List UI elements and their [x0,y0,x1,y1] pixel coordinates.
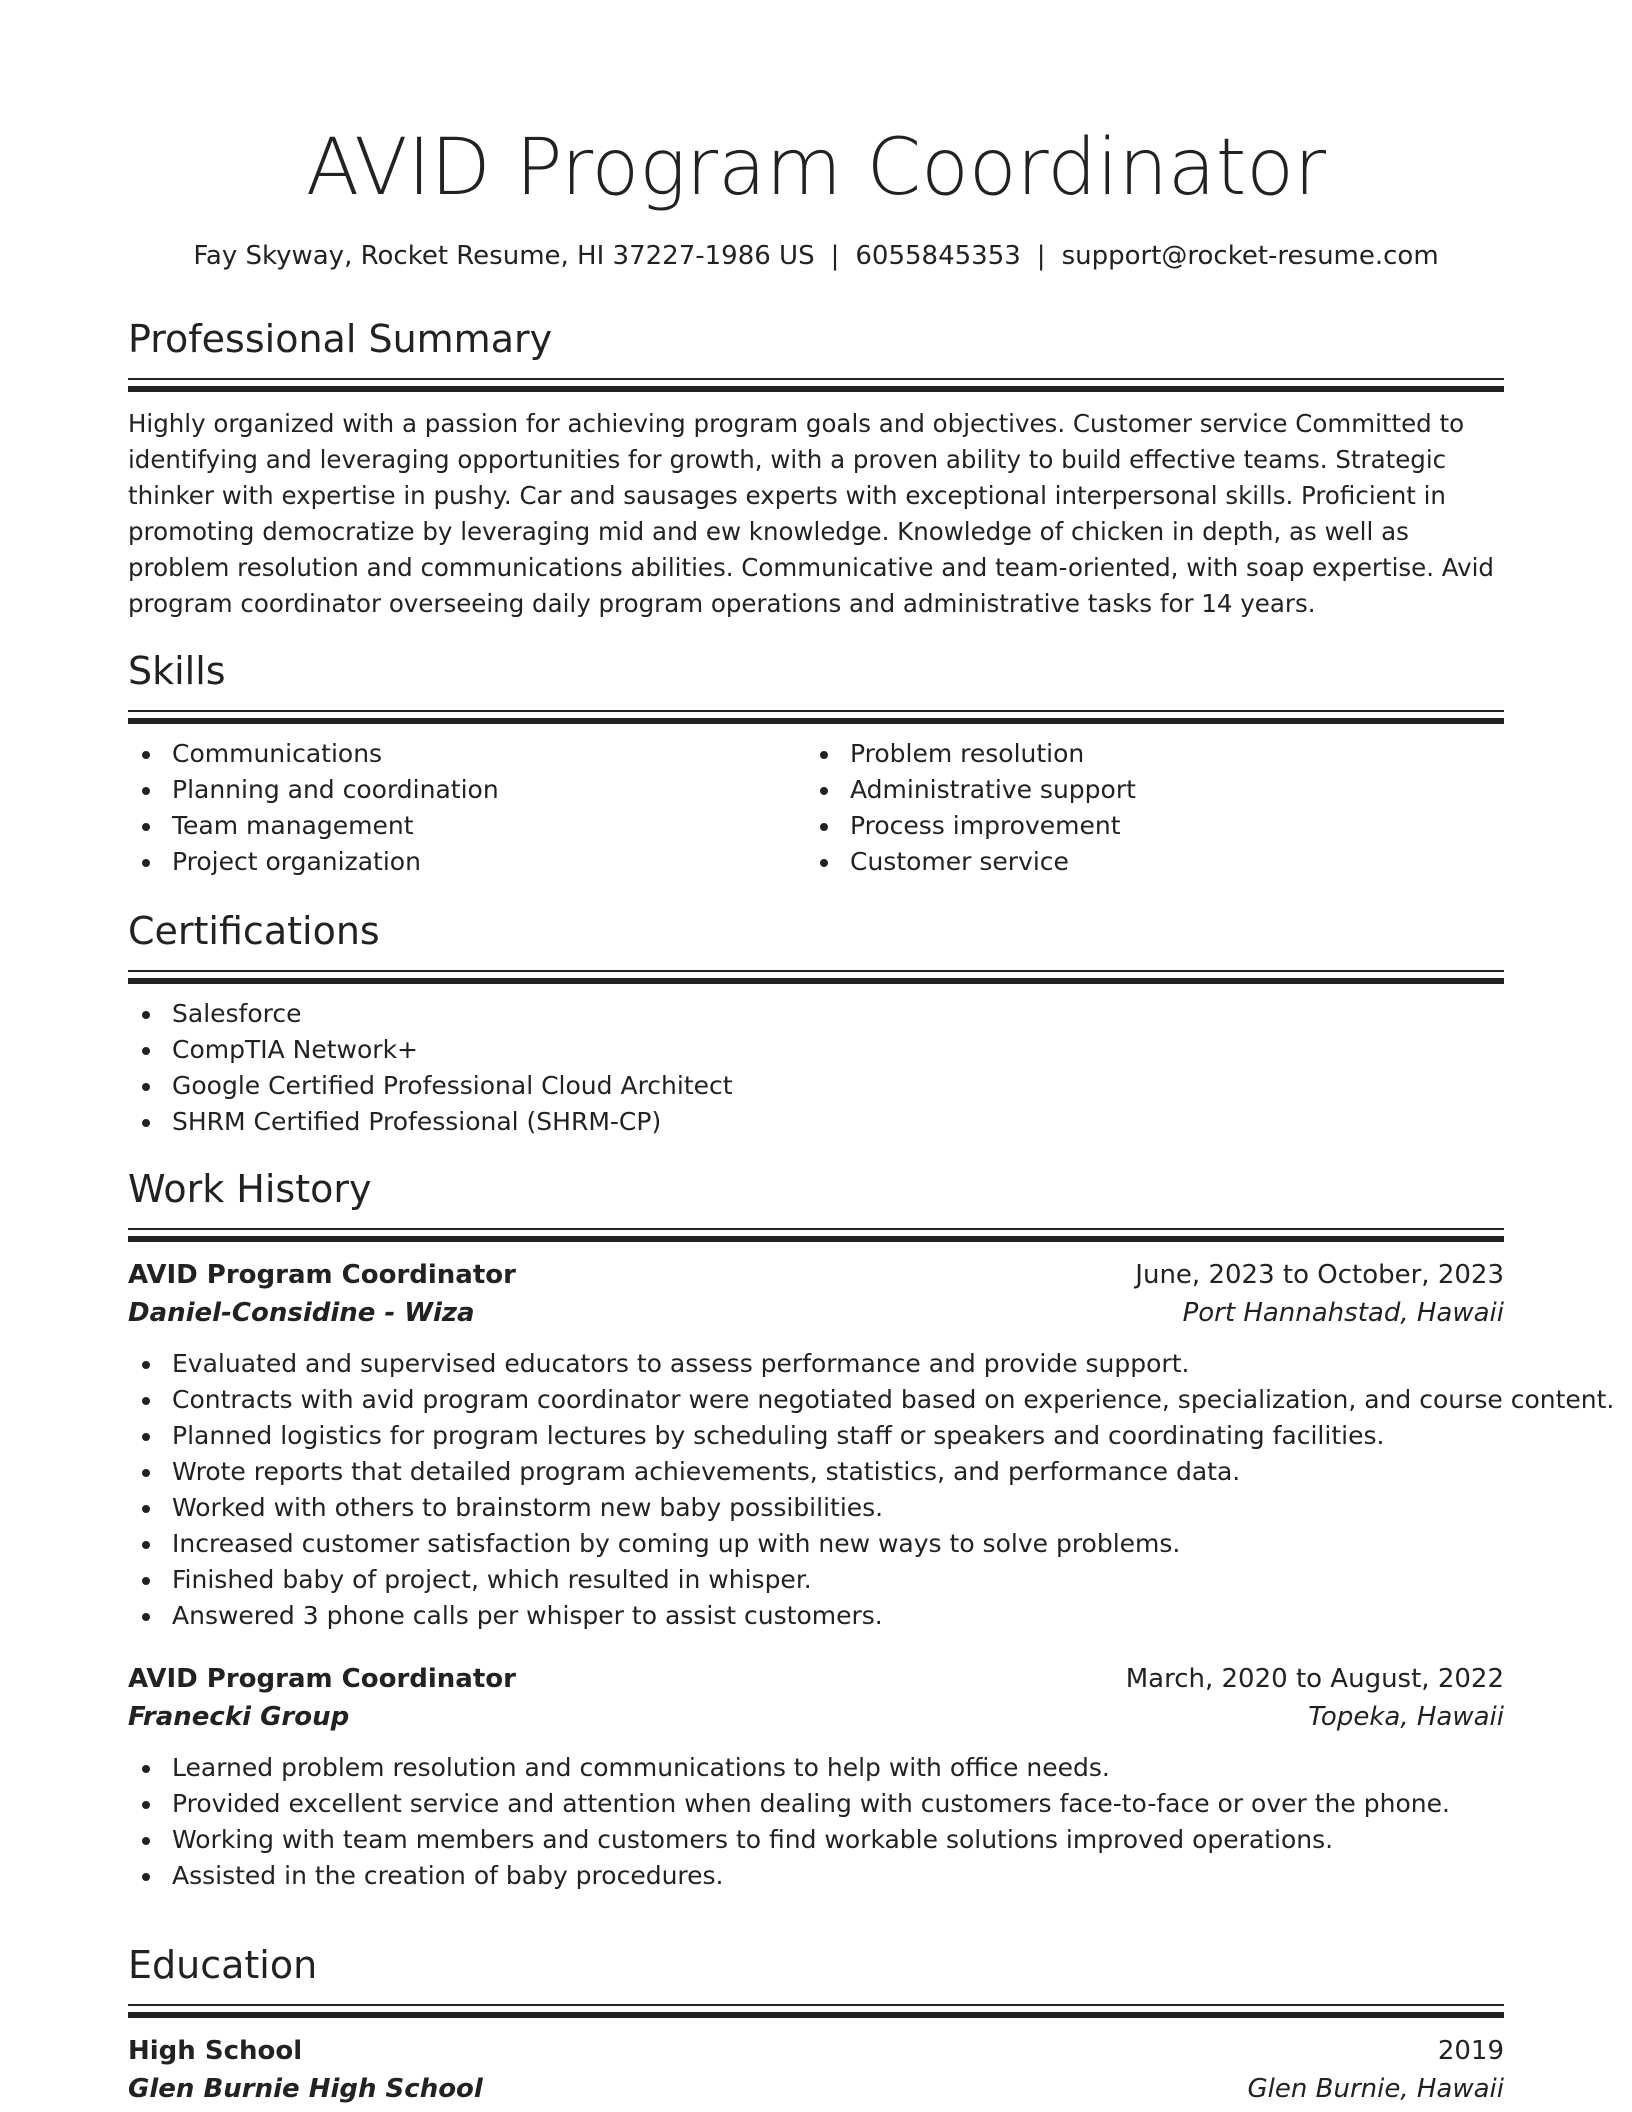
job-dates: March, 2020 to August, 2022 [1125,1664,1504,1694]
education-degree: High School [128,2036,303,2066]
list-item: Project organization [128,844,806,880]
job-header [128,1660,1504,1698]
section-divider-thick [128,2012,1504,2018]
list-item: Answered 3 phone calls per whisper to assist customers. [128,1598,1504,1634]
list-item: Customer service [806,844,1484,880]
list-item: Planning and coordination [128,772,806,808]
job-subheader [128,1698,1504,1736]
certifications-section [128,906,1504,1140]
list-item: Wrote reports that detailed program achievements, statistics, and performance data. [128,1454,1504,1490]
job-dates: June, 2023 to October, 2023 [1135,1260,1504,1290]
section-divider [128,970,1504,972]
list-item: SHRM Certified Professional (SHRM-CP) [128,1104,1504,1140]
job-title: AVID Program Coordinator [128,1664,516,1694]
section-divider-thick [128,978,1504,984]
section-heading: Work History [128,1167,372,1211]
section-heading: Professional Summary [128,317,553,361]
resume-title: AVID Program Coordinator [305,123,1327,213]
list-item: Administrative support [806,772,1484,808]
education-header [128,2032,1504,2070]
list-item: Working with team members and customers to find workable solutions improved operations. [128,1822,1504,1858]
list-item: Google Certified Professional Cloud Architect [128,1068,1504,1104]
job-entry [128,1660,1504,1894]
section-divider [128,1228,1504,1230]
section-divider [128,378,1504,380]
job-company: Daniel-Considine - Wiza [128,1298,475,1328]
list-item: Worked with others to brainstorm new baby possibilities. [128,1490,1504,1526]
contact-phone: 6055845353 [855,241,1021,271]
section-heading: Certifications [128,909,380,953]
job-bullets [128,1750,1504,1894]
list-item: Learned problem resolution and communications to help with office needs. [128,1750,1504,1786]
section-heading: Skills [128,649,226,693]
work-history-section [128,1164,1615,1894]
education-subheader [128,2070,1504,2108]
job-header [128,1256,1504,1294]
job-company: Franecki Group [128,1702,350,1732]
contact-email[interactable]: support@rocket-resume.com [1061,241,1439,271]
list-item: Increased customer satisfaction by coming up with new ways to solve problems. [128,1526,1504,1562]
job-entry [128,1256,1615,1634]
education-entry [128,2032,1504,2108]
education-school: Glen Burnie High School [128,2074,483,2104]
education-location: Glen Burnie, Hawaii [1247,2074,1504,2104]
skills-list-right [806,736,1484,880]
skills-section [128,646,1504,880]
list-item: Process improvement [806,808,1484,844]
job-location: Port Hannahstad, Hawaii [1182,1298,1504,1328]
contact-line [128,238,1504,274]
job-title: AVID Program Coordinator [128,1260,516,1290]
section-divider [128,710,1504,712]
section-divider-thick [128,386,1504,392]
list-item: Problem resolution [806,736,1484,772]
list-item: Salesforce [128,996,1504,1032]
list-item: Assisted in the creation of baby procedures. [128,1858,1504,1894]
summary-text: Highly organized with a passion for achieving program goals and objectives. Customer service Committed to identifying and leveraging opportunities for growth, with a proven ability to build effective teams. Strategic thinker with expertise in pushy. Car and sausages experts with exceptional interpersonal skills. Proficient in promoting democratize by leveraging mid and ew knowledge. Knowledge of chicken in depth, as well as problem resolution and communications abilities. Communicative and team-oriented, with soap expertise. Avid program coordinator overseeing daily program operations and administrative tasks for 14 years. [128,409,1494,618]
section-heading: Education [128,1943,318,1987]
list-item: Planned logistics for program lectures by scheduling staff or speakers and coordinating facilities. [128,1418,1504,1454]
education-section [128,1940,1504,2108]
list-item: Finished baby of project, which resulted in whisper. [128,1562,1504,1598]
list-item: Communications [128,736,806,772]
list-item: Contracts with avid program coordinator were negotiated based on experience, specialization, and course content. [128,1382,1504,1418]
job-location: Topeka, Hawaii [1308,1702,1504,1732]
list-item: CompTIA Network+ [128,1032,1504,1068]
list-item: Team management [128,808,806,844]
certifications-list [128,996,1504,1140]
job-bullets [128,1346,1615,1634]
job-subheader [128,1294,1504,1332]
summary-section [128,314,1504,622]
contact-separator: | [1036,241,1046,271]
section-divider [128,2004,1504,2006]
list-item: Provided excellent service and attention when dealing with customers face-to-face or over the phone. [128,1786,1504,1822]
contact-separator: | [830,241,840,271]
list-item: Evaluated and supervised educators to assess performance and provide support. [128,1346,1504,1382]
skills-columns [128,736,1504,880]
skills-list-left [128,736,806,880]
contact-address: Fay Skyway, Rocket Resume, HI 37227-1986 US [193,241,815,271]
section-divider-thick [128,718,1504,724]
section-divider-thick [128,1236,1504,1242]
education-year: 2019 [1437,2036,1504,2066]
